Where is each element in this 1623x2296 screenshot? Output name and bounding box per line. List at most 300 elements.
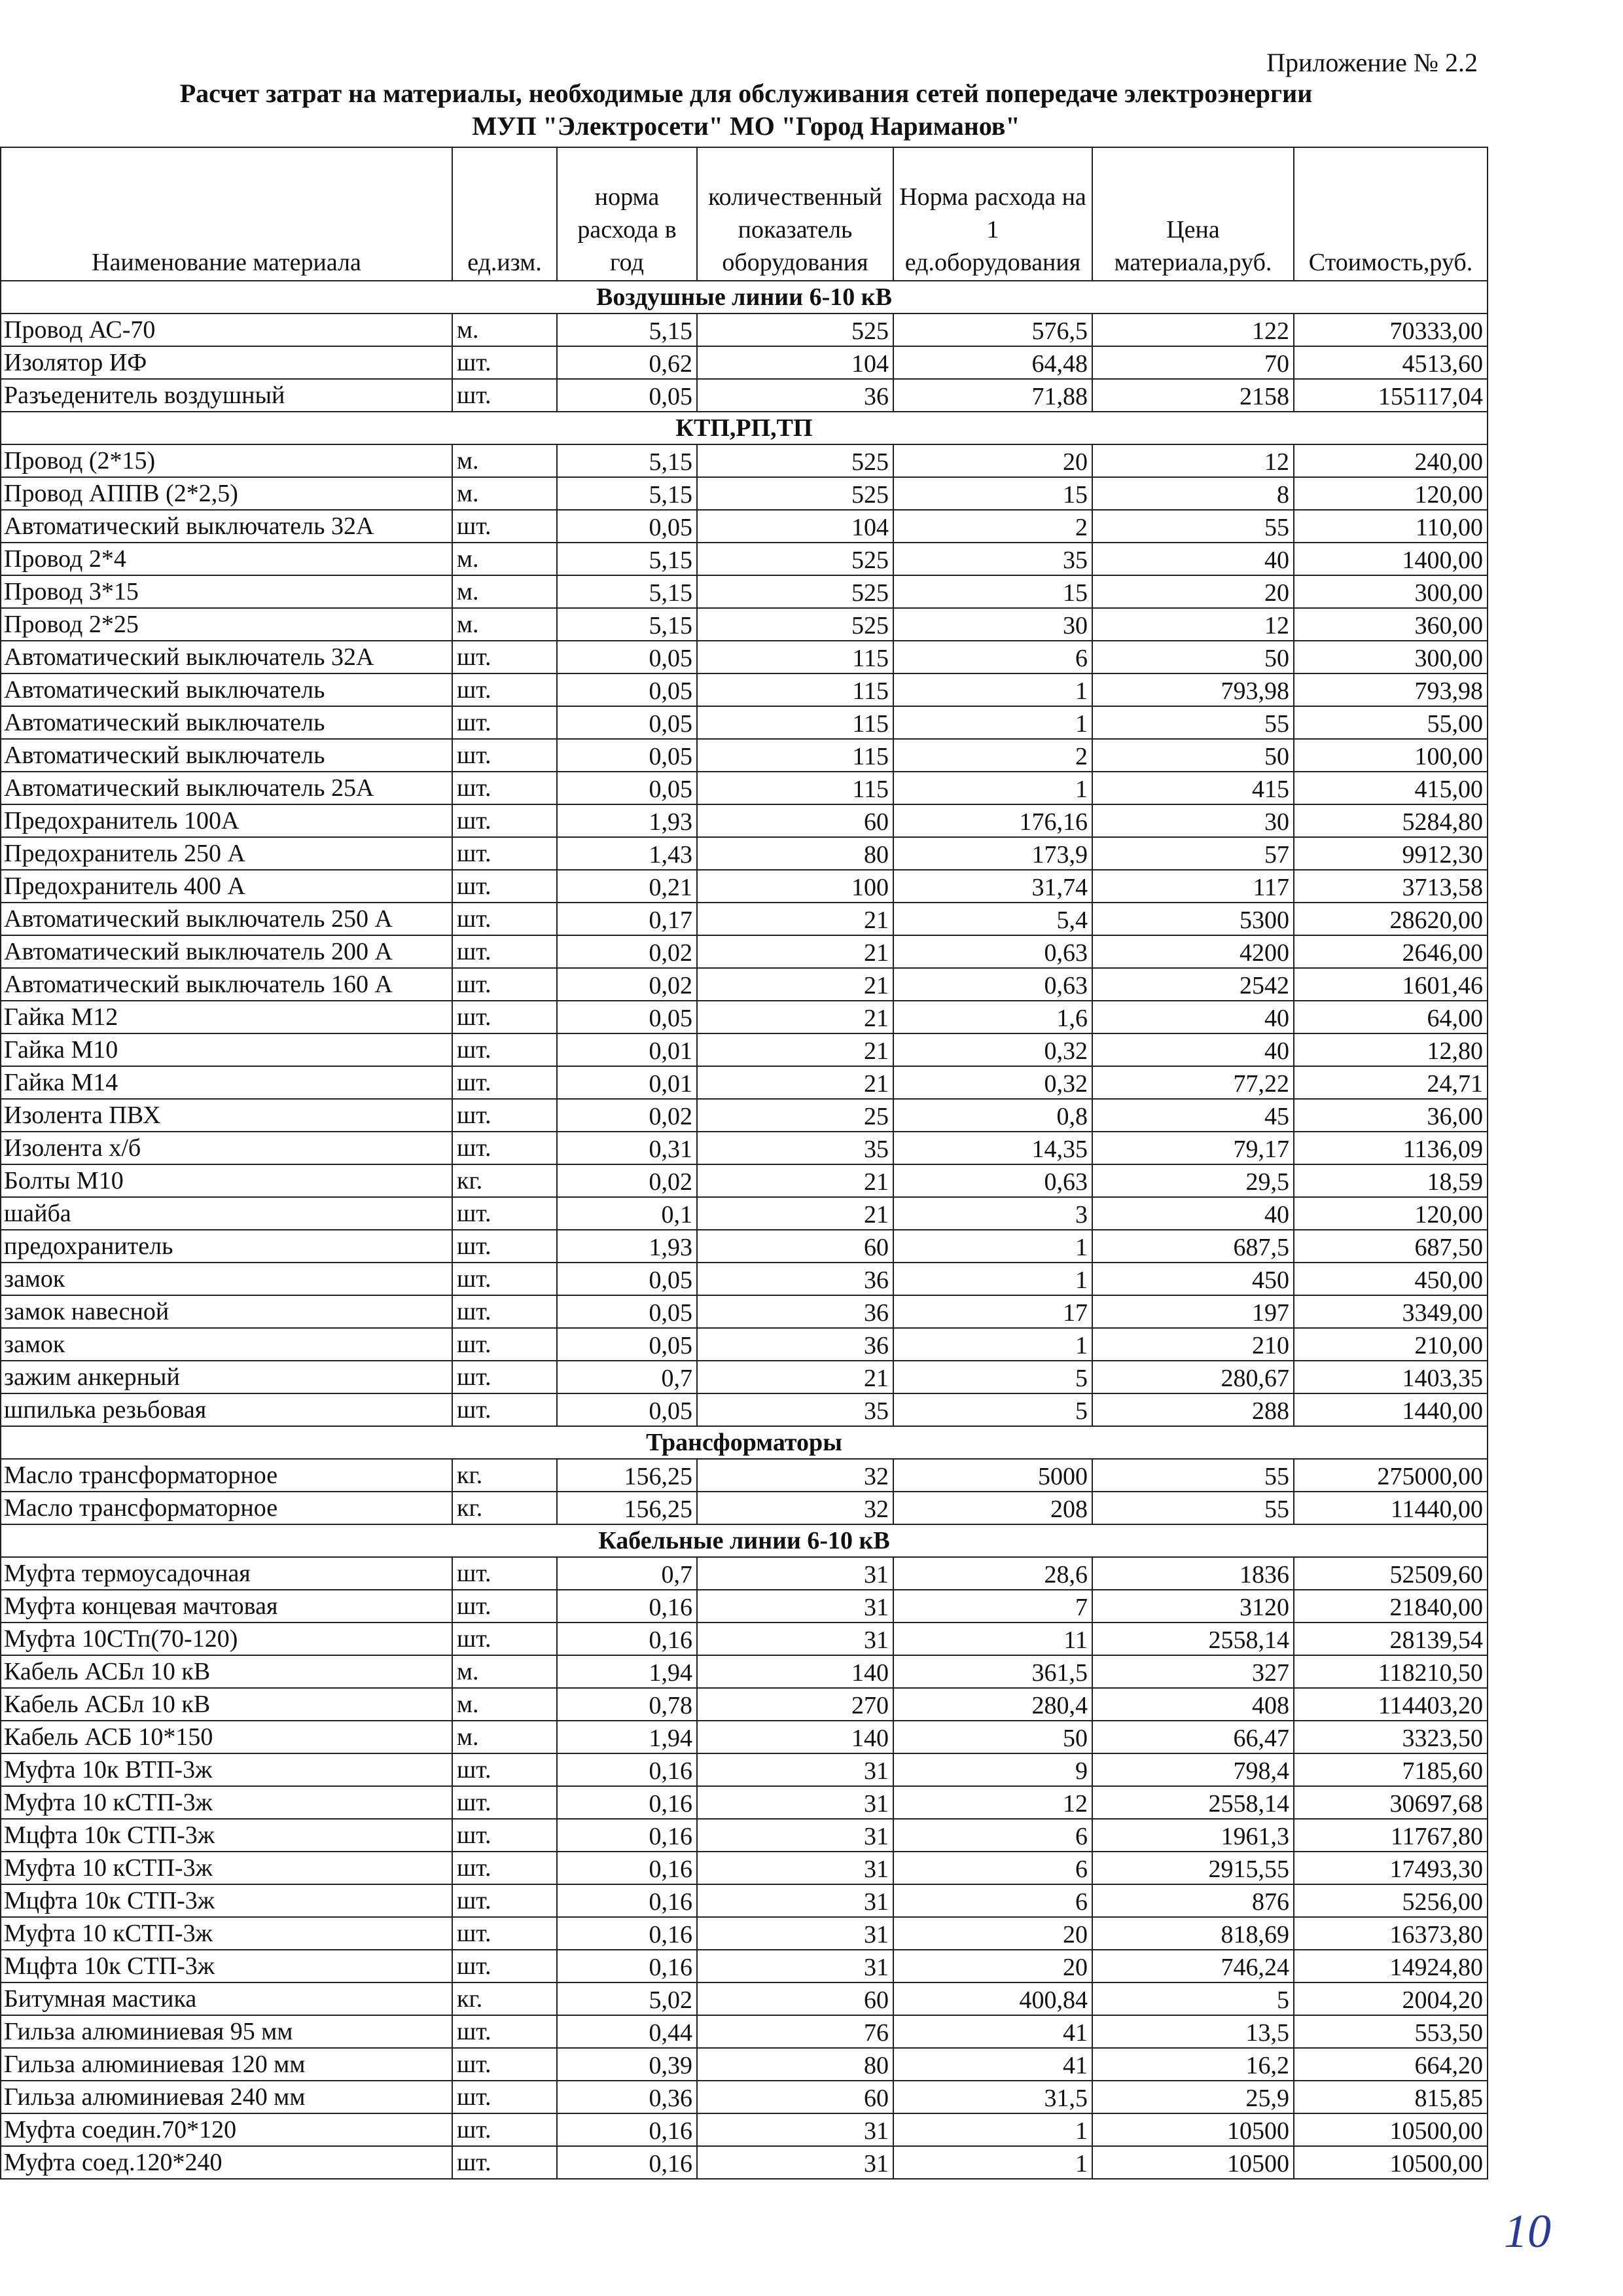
cell-norm-per-unit: 7 <box>893 1590 1092 1623</box>
cell-norm-per-unit: 1,6 <box>893 1001 1092 1033</box>
table-row <box>1 379 1488 412</box>
cell-material-name: Муфта соедин.70*120 <box>1 2113 452 2146</box>
cell-material-name: Гильза алюминиевая 95 мм <box>1 2015 452 2048</box>
cell-material-name: Предохранитель 100А <box>1 804 452 837</box>
cell-cost: 36,00 <box>1294 1099 1488 1132</box>
cell-equipment-qty: 60 <box>697 2081 893 2113</box>
cell-unit: шт. <box>452 1132 557 1164</box>
cell-annual-norm: 0,39 <box>557 2048 697 2081</box>
cell-annual-norm: 5,15 <box>557 543 697 575</box>
cell-price: 2915,55 <box>1092 1852 1294 1884</box>
cell-cost: 120,00 <box>1294 477 1488 510</box>
cell-material-name: Гильза алюминиевая 120 мм <box>1 2048 452 2081</box>
cell-unit: шт. <box>452 968 557 1001</box>
cell-norm-per-unit: 20 <box>893 1917 1092 1950</box>
cell-cost: 11767,80 <box>1294 1819 1488 1852</box>
cell-cost: 450,00 <box>1294 1263 1488 1295</box>
cell-unit: шт. <box>452 1230 557 1263</box>
cell-norm-per-unit: 30 <box>893 608 1092 641</box>
cell-equipment-qty: 21 <box>697 968 893 1001</box>
cell-unit: шт. <box>452 2146 557 2179</box>
cell-equipment-qty: 76 <box>697 2015 893 2048</box>
table-row <box>1 1688 1488 1721</box>
cell-material-name: Гильза алюминиевая 240 мм <box>1 2081 452 2113</box>
cell-annual-norm: 0,21 <box>557 870 697 903</box>
cell-material-name: Муфта термоусадочная <box>1 1557 452 1590</box>
title-line-1: Расчет затрат на материалы, необходимые для обслуживания сетей попередаче электроэнергии <box>179 79 1313 108</box>
cell-material-name: Муфта 10 кСТП-3ж <box>1 1917 452 1950</box>
cell-norm-per-unit: 15 <box>893 477 1092 510</box>
cell-norm-per-unit: 6 <box>893 1852 1092 1884</box>
cell-norm-per-unit: 1 <box>893 1328 1092 1361</box>
cell-annual-norm: 0,1 <box>557 1197 697 1230</box>
cell-unit: м. <box>452 444 557 477</box>
cell-norm-per-unit: 361,5 <box>893 1655 1092 1688</box>
table-row <box>1 444 1488 477</box>
cell-material-name: Провод АППВ (2*2,5) <box>1 477 452 510</box>
table-row <box>1 1132 1488 1164</box>
cell-equipment-qty: 25 <box>697 1099 893 1132</box>
cell-material-name: Гайка М14 <box>1 1066 452 1099</box>
cell-price: 1836 <box>1092 1557 1294 1590</box>
cell-material-name: Автоматический выключатель 32А <box>1 510 452 543</box>
cell-material-name: Мцфта 10к СТП-3ж <box>1 1884 452 1917</box>
cell-price: 5300 <box>1092 903 1294 935</box>
cell-cost: 55,00 <box>1294 706 1488 739</box>
cell-cost: 7185,60 <box>1294 1753 1488 1786</box>
table-row <box>1 1950 1488 1982</box>
cell-price: 77,22 <box>1092 1066 1294 1099</box>
cell-cost: 1400,00 <box>1294 543 1488 575</box>
table-row <box>1 1393 1488 1426</box>
cell-material-name: Кабель АСБл 10 кВ <box>1 1655 452 1688</box>
table-row <box>1 477 1488 510</box>
cell-norm-per-unit: 1 <box>893 2113 1092 2146</box>
cell-equipment-qty: 21 <box>697 935 893 968</box>
cell-norm-per-unit: 0,63 <box>893 935 1092 968</box>
table-row <box>1 1066 1488 1099</box>
cell-annual-norm: 0,02 <box>557 968 697 1001</box>
cell-cost: 21840,00 <box>1294 1590 1488 1623</box>
cell-norm-per-unit: 173,9 <box>893 837 1092 870</box>
cell-equipment-qty: 104 <box>697 346 893 379</box>
cell-norm-per-unit: 2 <box>893 510 1092 543</box>
cell-equipment-qty: 36 <box>697 1263 893 1295</box>
cell-equipment-qty: 31 <box>697 1884 893 1917</box>
cell-unit: м. <box>452 575 557 608</box>
table-row <box>1 346 1488 379</box>
cell-price: 687,5 <box>1092 1230 1294 1263</box>
header-material-name: Наименование материала <box>1 147 452 281</box>
cell-equipment-qty: 36 <box>697 379 893 412</box>
cell-material-name: Изолятор ИФ <box>1 346 452 379</box>
cell-equipment-qty: 525 <box>697 314 893 346</box>
cell-norm-per-unit: 176,16 <box>893 804 1092 837</box>
cell-equipment-qty: 31 <box>697 2113 893 2146</box>
cell-annual-norm: 0,05 <box>557 739 697 772</box>
cell-equipment-qty: 525 <box>697 543 893 575</box>
cell-norm-per-unit: 5 <box>893 1361 1092 1393</box>
cell-unit: м. <box>452 543 557 575</box>
section-header-row <box>1 412 1488 444</box>
cell-price: 288 <box>1092 1393 1294 1426</box>
cell-norm-per-unit: 2 <box>893 739 1092 772</box>
cell-norm-per-unit: 1 <box>893 1230 1092 1263</box>
cell-cost: 553,50 <box>1294 2015 1488 2048</box>
cell-cost: 687,50 <box>1294 1230 1488 1263</box>
table-row <box>1 935 1488 968</box>
cell-price: 798,4 <box>1092 1753 1294 1786</box>
cell-norm-per-unit: 5000 <box>893 1459 1092 1492</box>
cell-price: 2558,14 <box>1092 1623 1294 1655</box>
table-row <box>1 772 1488 804</box>
cell-cost: 9912,30 <box>1294 837 1488 870</box>
cell-norm-per-unit: 9 <box>893 1753 1092 1786</box>
table-header-row <box>1 147 1488 281</box>
cell-price: 40 <box>1092 1033 1294 1066</box>
table-row <box>1 1590 1488 1623</box>
cell-annual-norm: 0,05 <box>557 641 697 673</box>
cell-cost: 120,00 <box>1294 1197 1488 1230</box>
cell-equipment-qty: 80 <box>697 837 893 870</box>
table-row <box>1 2015 1488 2048</box>
cell-cost: 155117,04 <box>1294 379 1488 412</box>
cell-material-name: Провод АС-70 <box>1 314 452 346</box>
cell-norm-per-unit: 208 <box>893 1492 1092 1524</box>
table-row <box>1 2146 1488 2179</box>
table-row <box>1 1753 1488 1786</box>
cell-annual-norm: 1,43 <box>557 837 697 870</box>
cell-material-name: Гайка М10 <box>1 1033 452 1066</box>
cell-price: 40 <box>1092 1197 1294 1230</box>
cell-cost: 12,80 <box>1294 1033 1488 1066</box>
table-row <box>1 575 1488 608</box>
cell-norm-per-unit: 11 <box>893 1623 1092 1655</box>
cell-cost: 1403,35 <box>1294 1361 1488 1393</box>
cell-cost: 1440,00 <box>1294 1393 1488 1426</box>
cell-unit: шт. <box>452 837 557 870</box>
cell-unit: шт. <box>452 379 557 412</box>
table-row <box>1 1033 1488 1066</box>
cell-unit: шт. <box>452 870 557 903</box>
cell-norm-per-unit: 1 <box>893 706 1092 739</box>
table-row <box>1 1492 1488 1524</box>
table-row <box>1 1197 1488 1230</box>
table-row <box>1 608 1488 641</box>
cell-cost: 18,59 <box>1294 1164 1488 1197</box>
cell-equipment-qty: 100 <box>697 870 893 903</box>
cell-equipment-qty: 31 <box>697 1753 893 1786</box>
cell-cost: 3323,50 <box>1294 1721 1488 1753</box>
cell-annual-norm: 0,05 <box>557 379 697 412</box>
table-row <box>1 314 1488 346</box>
cell-unit: шт. <box>452 510 557 543</box>
cell-unit: шт. <box>452 1393 557 1426</box>
cell-unit: шт. <box>452 1623 557 1655</box>
cell-unit: кг. <box>452 1459 557 1492</box>
cell-equipment-qty: 525 <box>697 444 893 477</box>
cell-norm-per-unit: 0,63 <box>893 1164 1092 1197</box>
cell-equipment-qty: 31 <box>697 1590 893 1623</box>
table-row <box>1 2113 1488 2146</box>
table-body <box>1 281 1488 2179</box>
cell-annual-norm: 0,7 <box>557 1361 697 1393</box>
cell-cost: 10500,00 <box>1294 2113 1488 2146</box>
cell-cost: 70333,00 <box>1294 314 1488 346</box>
cell-unit: шт. <box>452 903 557 935</box>
cell-annual-norm: 1,93 <box>557 1230 697 1263</box>
cell-norm-per-unit: 31,74 <box>893 870 1092 903</box>
cell-equipment-qty: 35 <box>697 1132 893 1164</box>
cell-equipment-qty: 31 <box>697 1950 893 1982</box>
cell-equipment-qty: 36 <box>697 1328 893 1361</box>
header-price: Цена материала,руб. <box>1092 147 1294 281</box>
cell-equipment-qty: 80 <box>697 2048 893 2081</box>
table-row <box>1 2048 1488 2081</box>
cell-material-name: Автоматический выключатель <box>1 739 452 772</box>
table-row <box>1 1328 1488 1361</box>
cell-annual-norm: 156,25 <box>557 1459 697 1492</box>
cell-material-name: Мцфта 10к СТП-3ж <box>1 1950 452 1982</box>
cell-material-name: Изолента х/б <box>1 1132 452 1164</box>
cell-cost: 28620,00 <box>1294 903 1488 935</box>
cell-annual-norm: 0,16 <box>557 1590 697 1623</box>
cell-annual-norm: 5,15 <box>557 608 697 641</box>
cell-annual-norm: 0,05 <box>557 1263 697 1295</box>
cell-norm-per-unit: 6 <box>893 641 1092 673</box>
table-row <box>1 903 1488 935</box>
cell-annual-norm: 0,17 <box>557 903 697 935</box>
cell-annual-norm: 5,02 <box>557 1982 697 2015</box>
cell-material-name: зажим анкерный <box>1 1361 452 1393</box>
cell-unit: шт. <box>452 772 557 804</box>
cell-equipment-qty: 31 <box>697 1623 893 1655</box>
cell-cost: 3713,58 <box>1294 870 1488 903</box>
cell-material-name: Муфта 10СТп(70-120) <box>1 1623 452 1655</box>
cell-norm-per-unit: 0,32 <box>893 1066 1092 1099</box>
cell-price: 55 <box>1092 706 1294 739</box>
cell-cost: 300,00 <box>1294 575 1488 608</box>
cell-unit: шт. <box>452 2048 557 2081</box>
cell-equipment-qty: 31 <box>697 2146 893 2179</box>
cell-cost: 240,00 <box>1294 444 1488 477</box>
cell-cost: 114403,20 <box>1294 1688 1488 1721</box>
cell-cost: 4513,60 <box>1294 346 1488 379</box>
cell-norm-per-unit: 20 <box>893 444 1092 477</box>
cell-equipment-qty: 525 <box>697 477 893 510</box>
table-row <box>1 804 1488 837</box>
cell-annual-norm: 0,02 <box>557 935 697 968</box>
cell-cost: 275000,00 <box>1294 1459 1488 1492</box>
cell-equipment-qty: 31 <box>697 1917 893 1950</box>
cell-annual-norm: 0,16 <box>557 1786 697 1819</box>
cell-price: 280,67 <box>1092 1361 1294 1393</box>
cell-annual-norm: 0,7 <box>557 1557 697 1590</box>
cell-price: 117 <box>1092 870 1294 903</box>
cell-equipment-qty: 21 <box>697 1197 893 1230</box>
cell-unit: шт. <box>452 1328 557 1361</box>
cell-annual-norm: 5,15 <box>557 575 697 608</box>
cell-equipment-qty: 31 <box>697 1819 893 1852</box>
cell-annual-norm: 0,01 <box>557 1066 697 1099</box>
cell-price: 4200 <box>1092 935 1294 968</box>
cell-unit: шт. <box>452 804 557 837</box>
cell-norm-per-unit: 17 <box>893 1295 1092 1328</box>
cell-norm-per-unit: 64,48 <box>893 346 1092 379</box>
cell-material-name: Муфта 10 кСТП-3ж <box>1 1852 452 1884</box>
cell-material-name: Автоматический выключатель <box>1 673 452 706</box>
cell-norm-per-unit: 1 <box>893 1263 1092 1295</box>
cell-annual-norm: 0,16 <box>557 1852 697 1884</box>
cell-annual-norm: 0,02 <box>557 1099 697 1132</box>
cell-price: 55 <box>1092 1492 1294 1524</box>
cell-price: 746,24 <box>1092 1950 1294 1982</box>
cell-norm-per-unit: 71,88 <box>893 379 1092 412</box>
section-title: Воздушные линии 6-10 кВ <box>1 281 1488 314</box>
cell-price: 66,47 <box>1092 1721 1294 1753</box>
cell-price: 2542 <box>1092 968 1294 1001</box>
cell-unit: шт. <box>452 1197 557 1230</box>
cell-unit: шт. <box>452 2081 557 2113</box>
cell-equipment-qty: 21 <box>697 1033 893 1066</box>
cell-material-name: Гайка М12 <box>1 1001 452 1033</box>
cell-material-name: Масло трансформаторное <box>1 1492 452 1524</box>
cell-material-name: Разъеденитель воздушный <box>1 379 452 412</box>
cell-equipment-qty: 60 <box>697 804 893 837</box>
cell-price: 327 <box>1092 1655 1294 1688</box>
table-row <box>1 1884 1488 1917</box>
table-row <box>1 1982 1488 2015</box>
cell-equipment-qty: 60 <box>697 1982 893 2015</box>
table-row <box>1 968 1488 1001</box>
cell-annual-norm: 0,05 <box>557 706 697 739</box>
cell-unit: шт. <box>452 1950 557 1982</box>
cell-unit: шт. <box>452 1590 557 1623</box>
cell-unit: шт. <box>452 673 557 706</box>
cell-material-name: Автоматический выключатель 25А <box>1 772 452 804</box>
cell-annual-norm: 0,36 <box>557 2081 697 2113</box>
table-row <box>1 2081 1488 2113</box>
cell-material-name: шайба <box>1 1197 452 1230</box>
materials-table-wrap <box>0 147 1487 2179</box>
cell-price: 10500 <box>1092 2113 1294 2146</box>
cell-unit: шт. <box>452 1263 557 1295</box>
cell-annual-norm: 5,15 <box>557 477 697 510</box>
cell-norm-per-unit: 0,8 <box>893 1099 1092 1132</box>
cell-price: 876 <box>1092 1884 1294 1917</box>
cell-annual-norm: 0,16 <box>557 1753 697 1786</box>
table-row <box>1 1459 1488 1492</box>
section-header-row <box>1 1524 1488 1557</box>
cell-unit: шт. <box>452 1819 557 1852</box>
cell-annual-norm: 5,15 <box>557 314 697 346</box>
cell-price: 50 <box>1092 641 1294 673</box>
cell-cost: 64,00 <box>1294 1001 1488 1033</box>
cell-annual-norm: 0,16 <box>557 2113 697 2146</box>
cell-material-name: Автоматический выключатель 32А <box>1 641 452 673</box>
cell-equipment-qty: 21 <box>697 1164 893 1197</box>
cell-cost: 793,98 <box>1294 673 1488 706</box>
cell-price: 12 <box>1092 608 1294 641</box>
cell-unit: шт. <box>452 1295 557 1328</box>
cell-equipment-qty: 31 <box>697 1786 893 1819</box>
cell-equipment-qty: 21 <box>697 1001 893 1033</box>
cell-price: 57 <box>1092 837 1294 870</box>
cell-cost: 24,71 <box>1294 1066 1488 1099</box>
cell-price: 55 <box>1092 510 1294 543</box>
table-row <box>1 1263 1488 1295</box>
cell-norm-per-unit: 0,63 <box>893 968 1092 1001</box>
table-row <box>1 1917 1488 1950</box>
table-row <box>1 1295 1488 1328</box>
cell-norm-per-unit: 3 <box>893 1197 1092 1230</box>
cell-norm-per-unit: 50 <box>893 1721 1092 1753</box>
cell-annual-norm: 0,31 <box>557 1132 697 1164</box>
cell-material-name: Провод 2*4 <box>1 543 452 575</box>
cell-equipment-qty: 525 <box>697 575 893 608</box>
table-row <box>1 510 1488 543</box>
cell-material-name: Кабель АСБ 10*150 <box>1 1721 452 1753</box>
cell-norm-per-unit: 400,84 <box>893 1982 1092 2015</box>
cell-annual-norm: 0,16 <box>557 1950 697 1982</box>
cell-annual-norm: 0,16 <box>557 2146 697 2179</box>
cell-price: 3120 <box>1092 1590 1294 1623</box>
cell-annual-norm: 0,44 <box>557 2015 697 2048</box>
cell-equipment-qty: 21 <box>697 903 893 935</box>
cell-cost: 14924,80 <box>1294 1950 1488 1982</box>
cell-equipment-qty: 35 <box>697 1393 893 1426</box>
cell-equipment-qty: 60 <box>697 1230 893 1263</box>
cell-unit: м. <box>452 608 557 641</box>
cell-unit: шт. <box>452 1099 557 1132</box>
cell-cost: 10500,00 <box>1294 2146 1488 2179</box>
table-row <box>1 673 1488 706</box>
cell-annual-norm: 0,05 <box>557 1328 697 1361</box>
cell-equipment-qty: 21 <box>697 1066 893 1099</box>
cell-unit: м. <box>452 1655 557 1688</box>
cell-unit: шт. <box>452 1753 557 1786</box>
cell-equipment-qty: 115 <box>697 739 893 772</box>
cell-annual-norm: 156,25 <box>557 1492 697 1524</box>
cell-cost: 415,00 <box>1294 772 1488 804</box>
cell-equipment-qty: 115 <box>697 772 893 804</box>
cell-material-name: Кабель АСБл 10 кВ <box>1 1688 452 1721</box>
cell-cost: 52509,60 <box>1294 1557 1488 1590</box>
cell-unit: шт. <box>452 1361 557 1393</box>
cell-cost: 1136,09 <box>1294 1132 1488 1164</box>
table-row <box>1 1623 1488 1655</box>
header-cost: Стоимость,руб. <box>1294 147 1488 281</box>
cell-unit: шт. <box>452 1852 557 1884</box>
section-header-row <box>1 1426 1488 1459</box>
cell-unit: шт. <box>452 1066 557 1099</box>
table-row <box>1 837 1488 870</box>
cell-norm-per-unit: 5 <box>893 1393 1092 1426</box>
cell-norm-per-unit: 41 <box>893 2048 1092 2081</box>
table-row <box>1 1230 1488 1263</box>
cell-cost: 210,00 <box>1294 1328 1488 1361</box>
cell-norm-per-unit: 14,35 <box>893 1132 1092 1164</box>
cell-price: 79,17 <box>1092 1132 1294 1164</box>
cell-price: 793,98 <box>1092 673 1294 706</box>
cell-norm-per-unit: 31,5 <box>893 2081 1092 2113</box>
cell-annual-norm: 0,62 <box>557 346 697 379</box>
appendix-label: Приложение № 2.2 <box>1266 48 1478 77</box>
cell-unit: кг. <box>452 1164 557 1197</box>
cell-equipment-qty: 32 <box>697 1459 893 1492</box>
cell-price: 20 <box>1092 575 1294 608</box>
cell-unit: кг. <box>452 1982 557 2015</box>
